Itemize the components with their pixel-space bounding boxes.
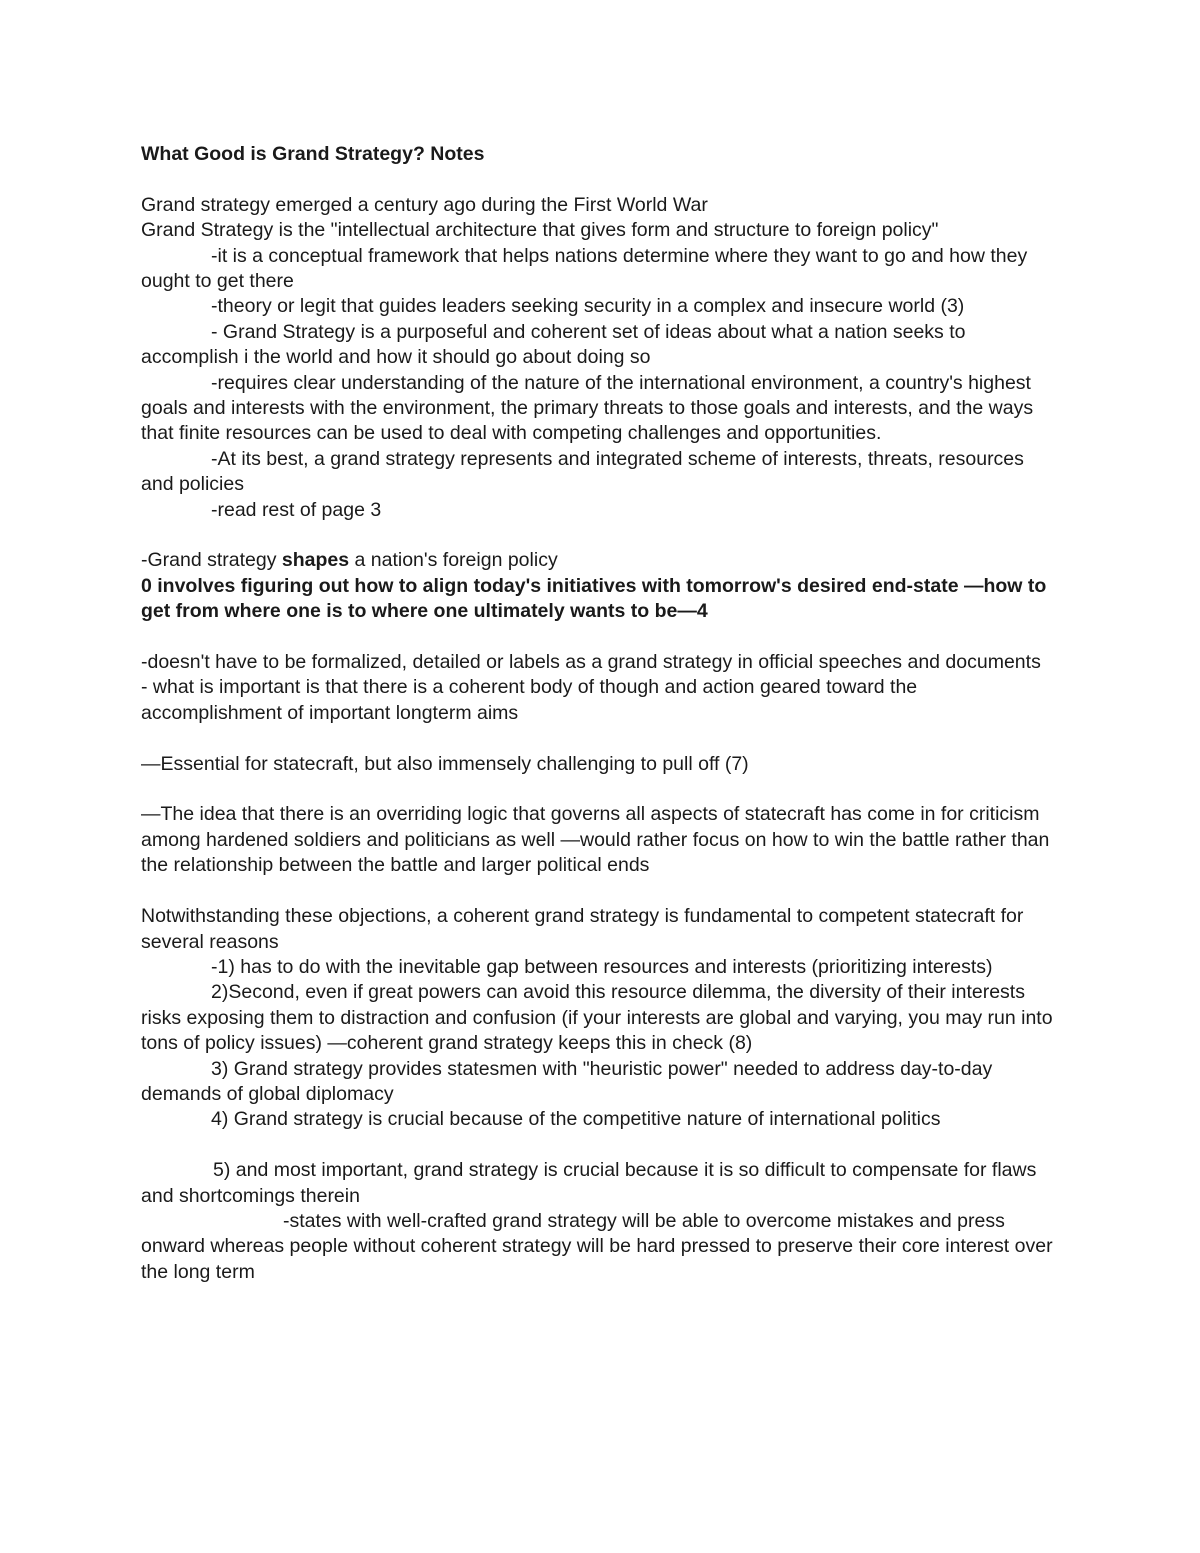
paragraph: Grand strategy emerged a century ago during the First World War xyxy=(141,193,708,216)
document-title: What Good is Grand Strategy? Notes xyxy=(141,143,485,165)
paragraph-text: -Grand strategy xyxy=(141,549,282,572)
paragraph: -doesn't have to be formalized, detailed or labels as a grand strategy in official speeches and documents xyxy=(141,651,1041,674)
paragraph: - what is important is that there is a coherent body of though and action geared toward the accomplishment of important longterm aims xyxy=(141,676,918,724)
blank-line xyxy=(141,879,1061,904)
blank-line xyxy=(141,167,1061,192)
blank-line xyxy=(141,777,1061,802)
paragraph: -it is a conceptual framework that helps nations determine where they want to go and how they ought to get there xyxy=(141,244,1028,293)
bold-paragraph: 0 involves figuring out how to align today's initiatives with tomorrow's desired end-state —how to get from where one is to where one ultimately wants to be—4 xyxy=(141,574,1047,623)
paragraph: 4) Grand strategy is crucial because of the competitive nature of international politics xyxy=(211,1108,941,1131)
paragraph: -theory or legit that guides leaders seeking security in a complex and insecure world (3) xyxy=(211,295,965,318)
paragraph: -states with well-crafted grand strategy will be able to overcome mistakes and press onward whereas people without coherent strategy will be hard pressed to preserve their core interest over the long term xyxy=(141,1209,1053,1283)
paragraph: - Grand Strategy is a purposeful and coherent set of ideas about what a nation seeks to accomplish i the world and how it should go about doing so xyxy=(141,320,966,369)
paragraph: -read rest of page 3 xyxy=(211,498,382,521)
blank-line xyxy=(141,1133,1061,1158)
paragraph: —Essential for statecraft, but also immensely challenging to pull off (7) xyxy=(141,752,749,775)
paragraph: 3) Grand strategy provides statesmen with "heuristic power" needed to address day-to-day demands of global diplomacy xyxy=(141,1057,993,1105)
blank-line xyxy=(141,523,1061,548)
blank-line xyxy=(141,726,1061,751)
paragraph xyxy=(141,548,1061,573)
paragraph: 2)Second, even if great powers can avoid this resource dilemma, the diversity of their interests risks exposing them to distraction and confusion (if your interests are global and varying, you may run into tons of policy issues) —coherent grand strategy keeps this in check (8) xyxy=(141,981,1053,1055)
paragraph: -At its best, a grand strategy represents and integrated scheme of interests, threats, resources and policies xyxy=(141,447,1024,496)
bold-text: shapes xyxy=(281,549,350,572)
paragraph: -1) has to do with the inevitable gap between resources and interests (prioritizing interests) xyxy=(211,955,993,978)
paragraph-text: a nation's foreign policy xyxy=(349,549,558,572)
paragraph: Grand Strategy is the "intellectual architecture that gives form and structure to foreign policy" xyxy=(141,219,939,242)
document-body xyxy=(141,142,1061,1285)
paragraph: -requires clear understanding of the nature of the international environment, a country's highest goals and interests with the environment, the primary threats to those goals and interests, and the ways that finite resources can be used to deal with competing challenges and opportunities. xyxy=(141,371,1034,445)
paragraph: 5) and most important, grand strategy is crucial because it is so difficult to compensate for flaws and shortcomings therein xyxy=(141,1159,1037,1207)
paragraph: —The idea that there is an overriding logic that governs all aspects of statecraft has come in for criticism among hardened soldiers and politicians as well —would rather focus on how to win the battle rather than the relationship between the battle and larger political ends xyxy=(141,803,1050,877)
blank-line xyxy=(141,625,1061,650)
paragraph: Notwithstanding these objections, a coherent grand strategy is fundamental to competent statecraft for several reasons xyxy=(141,905,1024,953)
